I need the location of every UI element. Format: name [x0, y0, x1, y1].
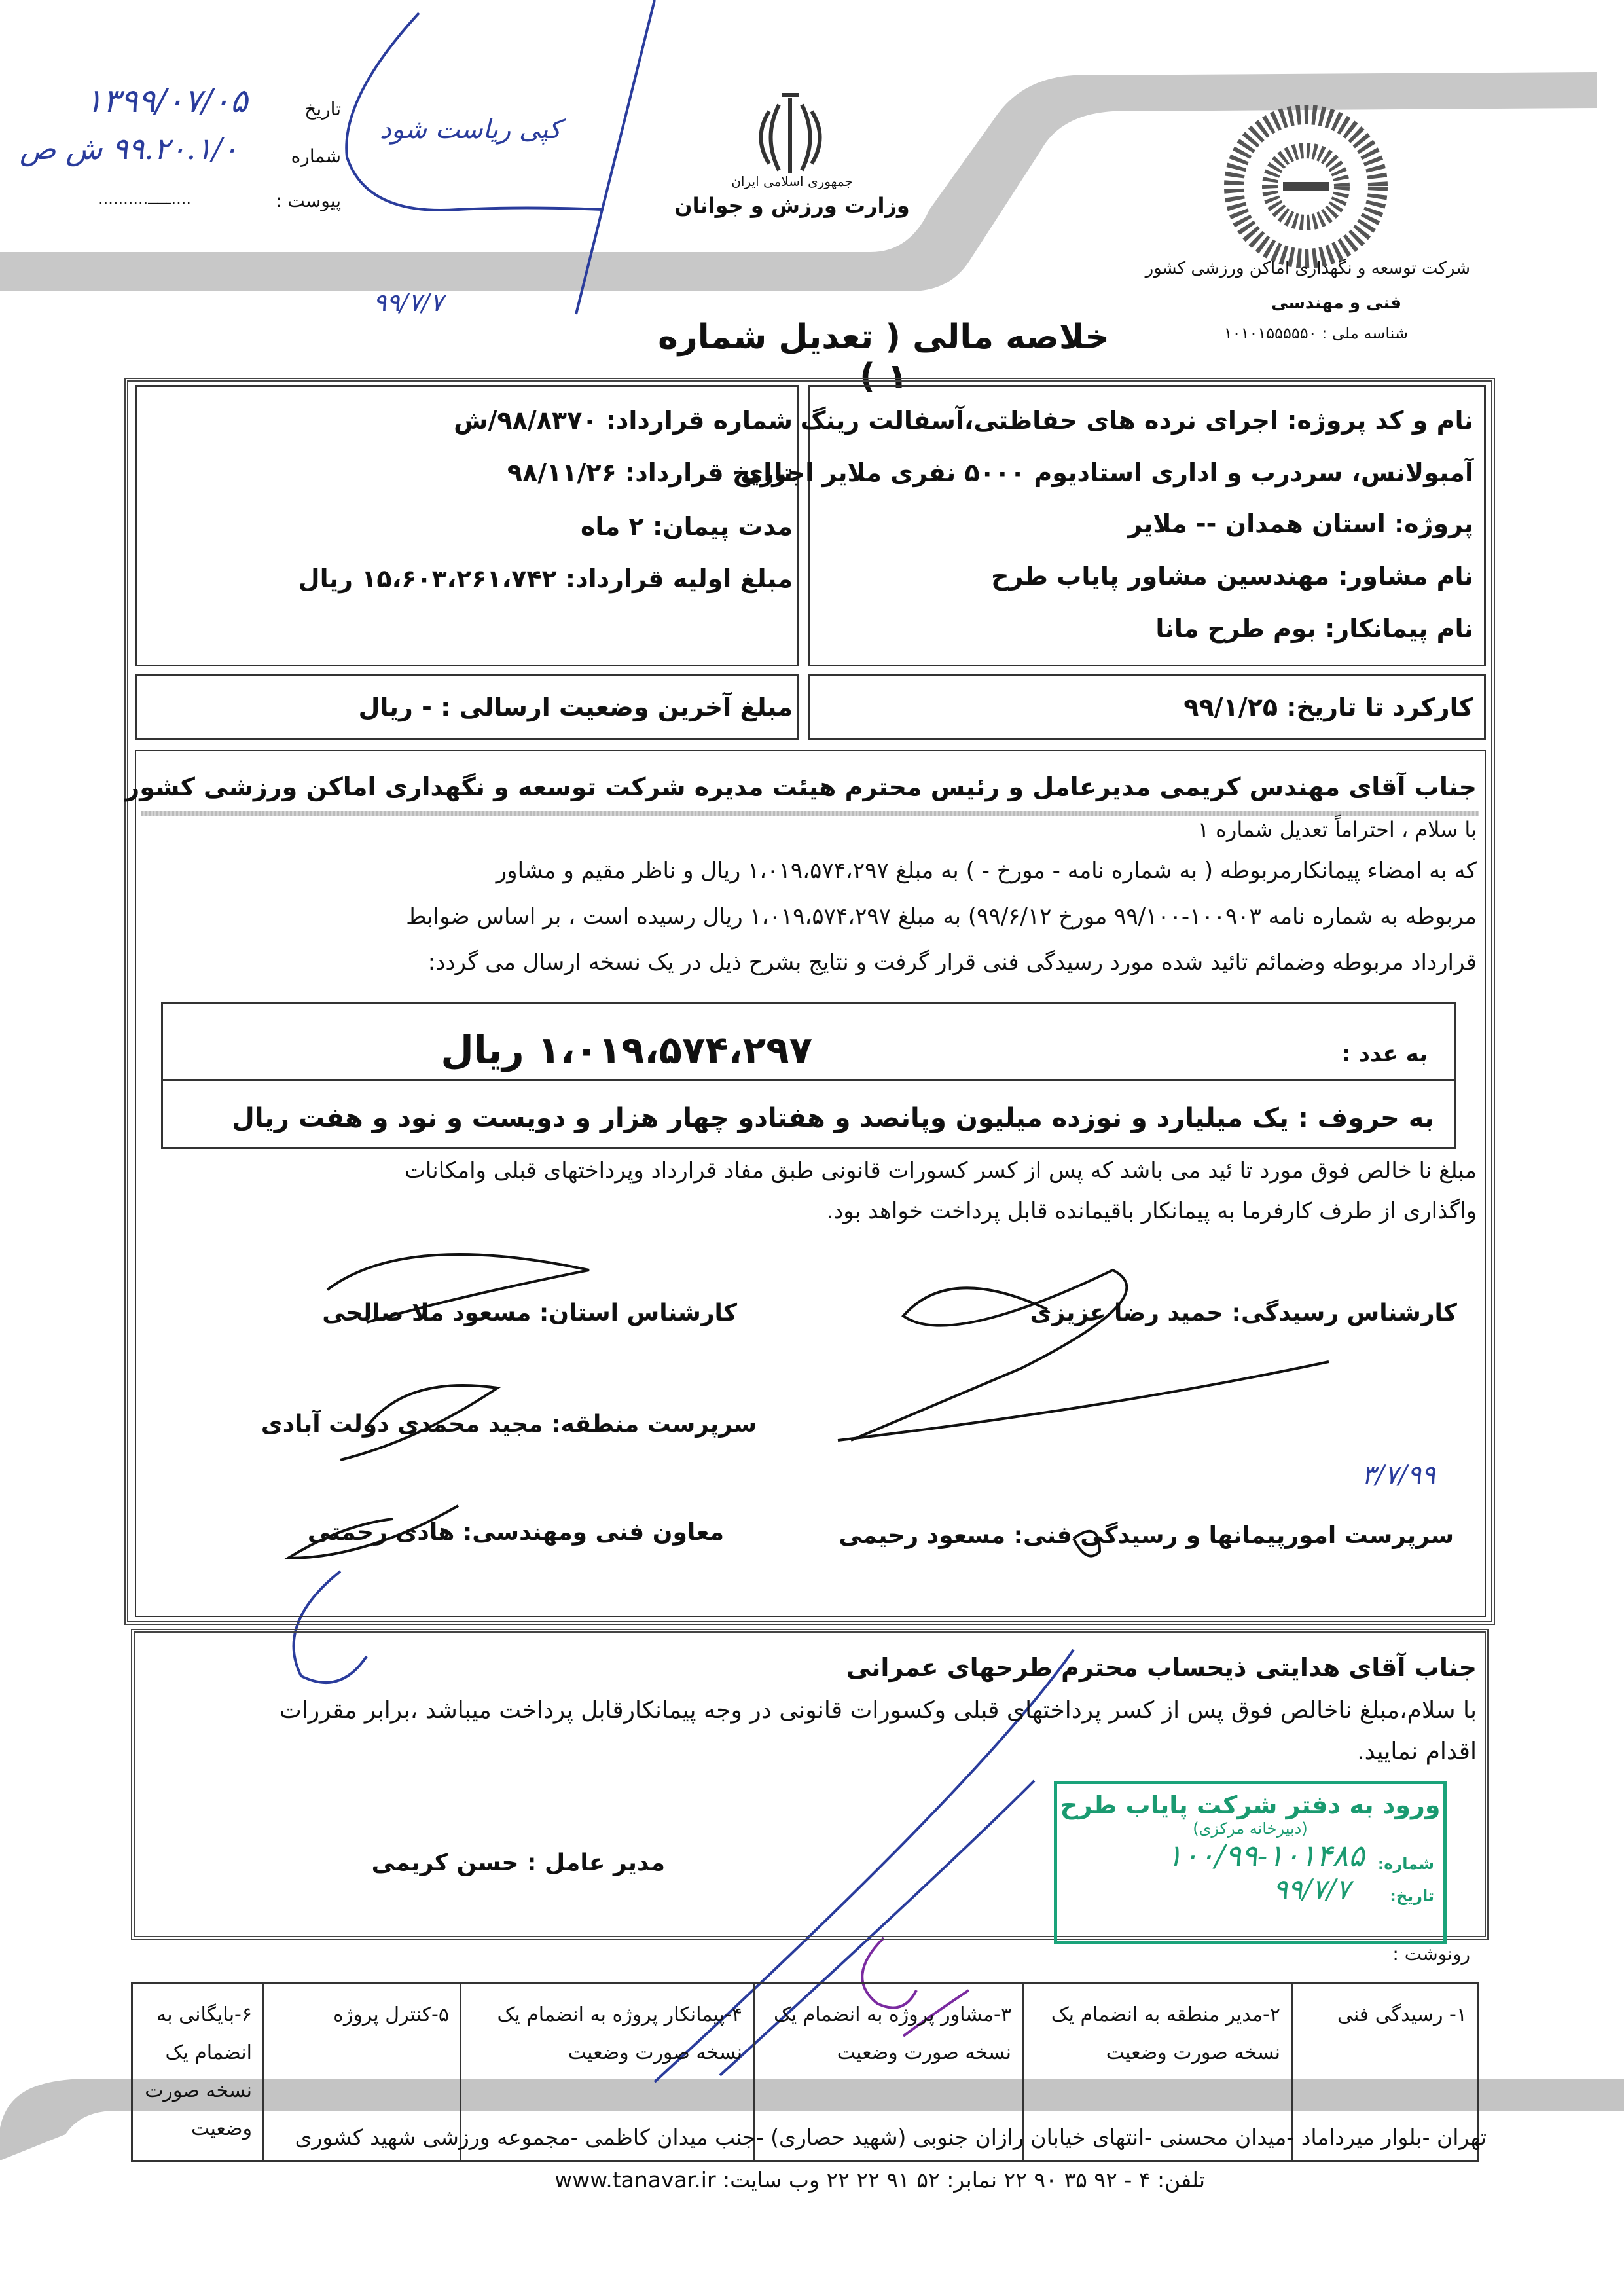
cc-item: ۵-کنترل پروژه	[264, 1984, 461, 2161]
divider	[161, 1079, 1456, 1081]
approval-body-line1: با سلام،مبلغ ناخالص فوق پس از کسر پرداختهای قبلی وکسورات قانونی در وجه پیمانکارقابل پرداخت میباشد ،برابر مقررات	[279, 1697, 1477, 1724]
letter-line1: که به امضاء پیمانکارمربوطه ( به شماره نامه - مورخ - ) به مبلغ ۱،۰۱۹،۵۷۴،۲۹۷ ریال و ناظر مقیم و مشاور	[496, 858, 1477, 884]
contract-duration: مدت پیمان: ۲ ماه	[581, 512, 793, 541]
signature-date: ۳/۷/۹۹	[1362, 1460, 1435, 1490]
initial-contract-amount: مبلغ اولیه قرارداد: ۱۵،۶۰۳،۲۶۱،۷۴۲ ریال	[298, 564, 793, 593]
approval-body-line2: اقدام نمایید.	[1357, 1738, 1477, 1765]
amount-digits: ۱،۰۱۹،۵۷۴،۲۹۷ ریال	[441, 1028, 812, 1072]
project-name-line1: نام و کد پروژه: اجرای نرده های حفاظتی،آسفالت رینگ	[800, 406, 1473, 435]
amount-words: به حروف : یک میلیارد و نوزده میلیون وپانصد و هفتادو چهار هزار و دویست و نود و هفت ریال	[232, 1103, 1434, 1133]
footer-address: تهران -بلوار میرداماد -میدان محسنی -انتهای خیابان رازان جنوبی (شهید حصاری) -جنب میدان کاظمی -مجموعه ورزشی شهید کشوری	[295, 2124, 1487, 2150]
contract-date: تاریخ قرارداد: ۹۸/۱۱/۲۶	[507, 458, 793, 487]
stamp-title: ورود به دفتر شرکت پایاب طرح	[1060, 1791, 1441, 1819]
contracts-supervisor-signature: سرپرست امورپیمانها و رسیدگی فنی: مسعود رحیمی	[839, 1522, 1454, 1549]
approval-addressee: جناب آقای هدایتی ذیحساب محترم طرحهای عمرانی	[846, 1653, 1477, 1682]
cc-label: رونوشت :	[1392, 1943, 1470, 1965]
stamp-number-label: شماره:	[1377, 1855, 1434, 1873]
number-label: شماره	[291, 145, 341, 167]
national-id: شناسه ملی : ۱۰۱۰۱۵۵۵۵۵۰	[1223, 324, 1408, 342]
divider	[141, 811, 1479, 816]
region-supervisor-signature: سرپرست منطقه: مجید محمدی دولت آبادی	[261, 1411, 757, 1438]
page-title: خلاصه مالی ( تعدیل شماره ۱ )	[658, 318, 1110, 396]
attachment-label: پیوست :	[276, 190, 341, 211]
amount-digits-label: به عدد :	[1342, 1041, 1428, 1067]
technical-deputy-signature: معاون فنی ومهندسی: هادی رحمتی	[307, 1519, 724, 1546]
ministry-name: وزارت ورزش و جوانان	[674, 193, 910, 218]
cc-item: ۶-بایگانی به انضمام یک نسخه صورت وضعیت	[132, 1984, 264, 2161]
handwritten-date: ۹۹/۷/۷	[373, 288, 444, 317]
cc-item: ۲-مدیر منطقه به انضمام یک نسخه صورت وضعیت	[1023, 1984, 1292, 2161]
project-location: پروژه: استان همدان -- ملایر	[1128, 509, 1473, 538]
cc-item: ۱- رسیدگی فنی	[1292, 1984, 1479, 2161]
stamp-date-label: تاریخ:	[1390, 1887, 1434, 1905]
contract-number: شماره قرارداد: ۹۸/۸۳۷۰/ش	[454, 406, 793, 435]
company-name: شرکت توسعه و نگهداری اماکن ورزشی کشور	[1145, 259, 1470, 278]
letter-number: ۹۹.۲۰.۱/۰ ش ص	[20, 131, 238, 166]
received-stamp	[1054, 1781, 1447, 1944]
letter-line3: قرارداد مربوطه وضمائم تائید شده مورد رسیدگی فنی قرار گرفت و نتایج بشرح ذیل در یک نسخه ارسال می گردد:	[427, 949, 1477, 975]
letter-date: ۱۳۹۹/۰۷/۰۵	[85, 82, 248, 120]
letter-line2: مربوطه به شماره نامه ۱۰۰۹۰۳-۹۹/۱۰۰ مورخ ۹۹/۶/۱۲) به مبلغ ۱،۰۱۹،۵۷۴،۲۹۷ ریال رسیده است ، بر اساس ضوابط	[406, 903, 1477, 930]
cc-item: ۴-پیمانکار پروژه به انضمام یک نسخه صورت وضعیت	[461, 1984, 754, 2161]
company-department: فنی و مهندسی	[1271, 293, 1401, 313]
stamp-subtitle: (دبیرخانه مرکزی)	[1193, 1819, 1308, 1838]
footer-contact: تلفن: ۴ - ۹۲ ۳۵ ۹۰ ۲۲ نمابر: ۵۲ ۹۱ ۲۲ ۲۲ وب سایت: www.tanavar.ir	[554, 2167, 1205, 2193]
iran-emblem-icon	[761, 95, 820, 173]
handwritten-note: کپی ریاست شود	[380, 115, 562, 145]
handwritten-stroke	[346, 13, 602, 210]
contractor-name: نام پیمانکار: بوم طرح مانا	[1155, 614, 1473, 643]
date-label: تاریخ	[304, 98, 341, 120]
stamp-number: ۱۰۰/۹۹-۱۰۱۴۸۵	[1166, 1838, 1365, 1873]
amount-note-line1: مبلغ نا خالص فوق مورد تا ئید می باشد که پس از کسر کسورات قانونی طبق مفاد قرارداد وپرداختهای قبلی وامکانات	[404, 1157, 1477, 1184]
company-logo	[1234, 115, 1378, 259]
letter-addressee: جناب آقای مهندس کریمی مدیرعامل و رئیس محترم هیئت مدیره شرکت توسعه و نگهداری اماکن ورزشی کشور	[125, 773, 1477, 801]
consultant-name: نام مشاور: مهندسین مشاور پایاب طرح	[991, 562, 1473, 591]
cc-item: ۳-مشاور پروژه به انضمام یک نسخه صورت وضعیت	[754, 1984, 1023, 2161]
work-until-date: کارکرد تا تاریخ: ۹۹/۱/۲۵	[1183, 693, 1473, 721]
amount-note-line2: واگذاری از طرف کارفرما به پیمانکار باقیمانده قابل پرداخت خواهد بود.	[826, 1198, 1477, 1224]
letter-greeting: با سلام ، احتراماً تعدیل شماره ۱	[1197, 817, 1477, 842]
project-name-line2: آمبولانس، سردرب و اداری استادیوم ۵۰۰۰ نفری ملایر اجرای	[740, 458, 1473, 487]
emblem-caption: جمهوری اسلامی ایران	[731, 173, 853, 189]
stamp-date: ۹۹/۷/۷	[1272, 1873, 1351, 1905]
province-expert-signature: کارشناس استان: مسعود ملا صالحی	[322, 1300, 737, 1326]
last-status-amount: مبلغ آخرین وضعیت ارسالی : - ریال	[358, 693, 793, 721]
attachment-value: ..........ـــــ....	[98, 190, 191, 208]
ceo-signature: مدیر عامل : حسن کریمی	[371, 1850, 665, 1876]
reviewer-signature: کارشناس رسیدگی: حمید رضا عزیزی	[1030, 1300, 1457, 1326]
